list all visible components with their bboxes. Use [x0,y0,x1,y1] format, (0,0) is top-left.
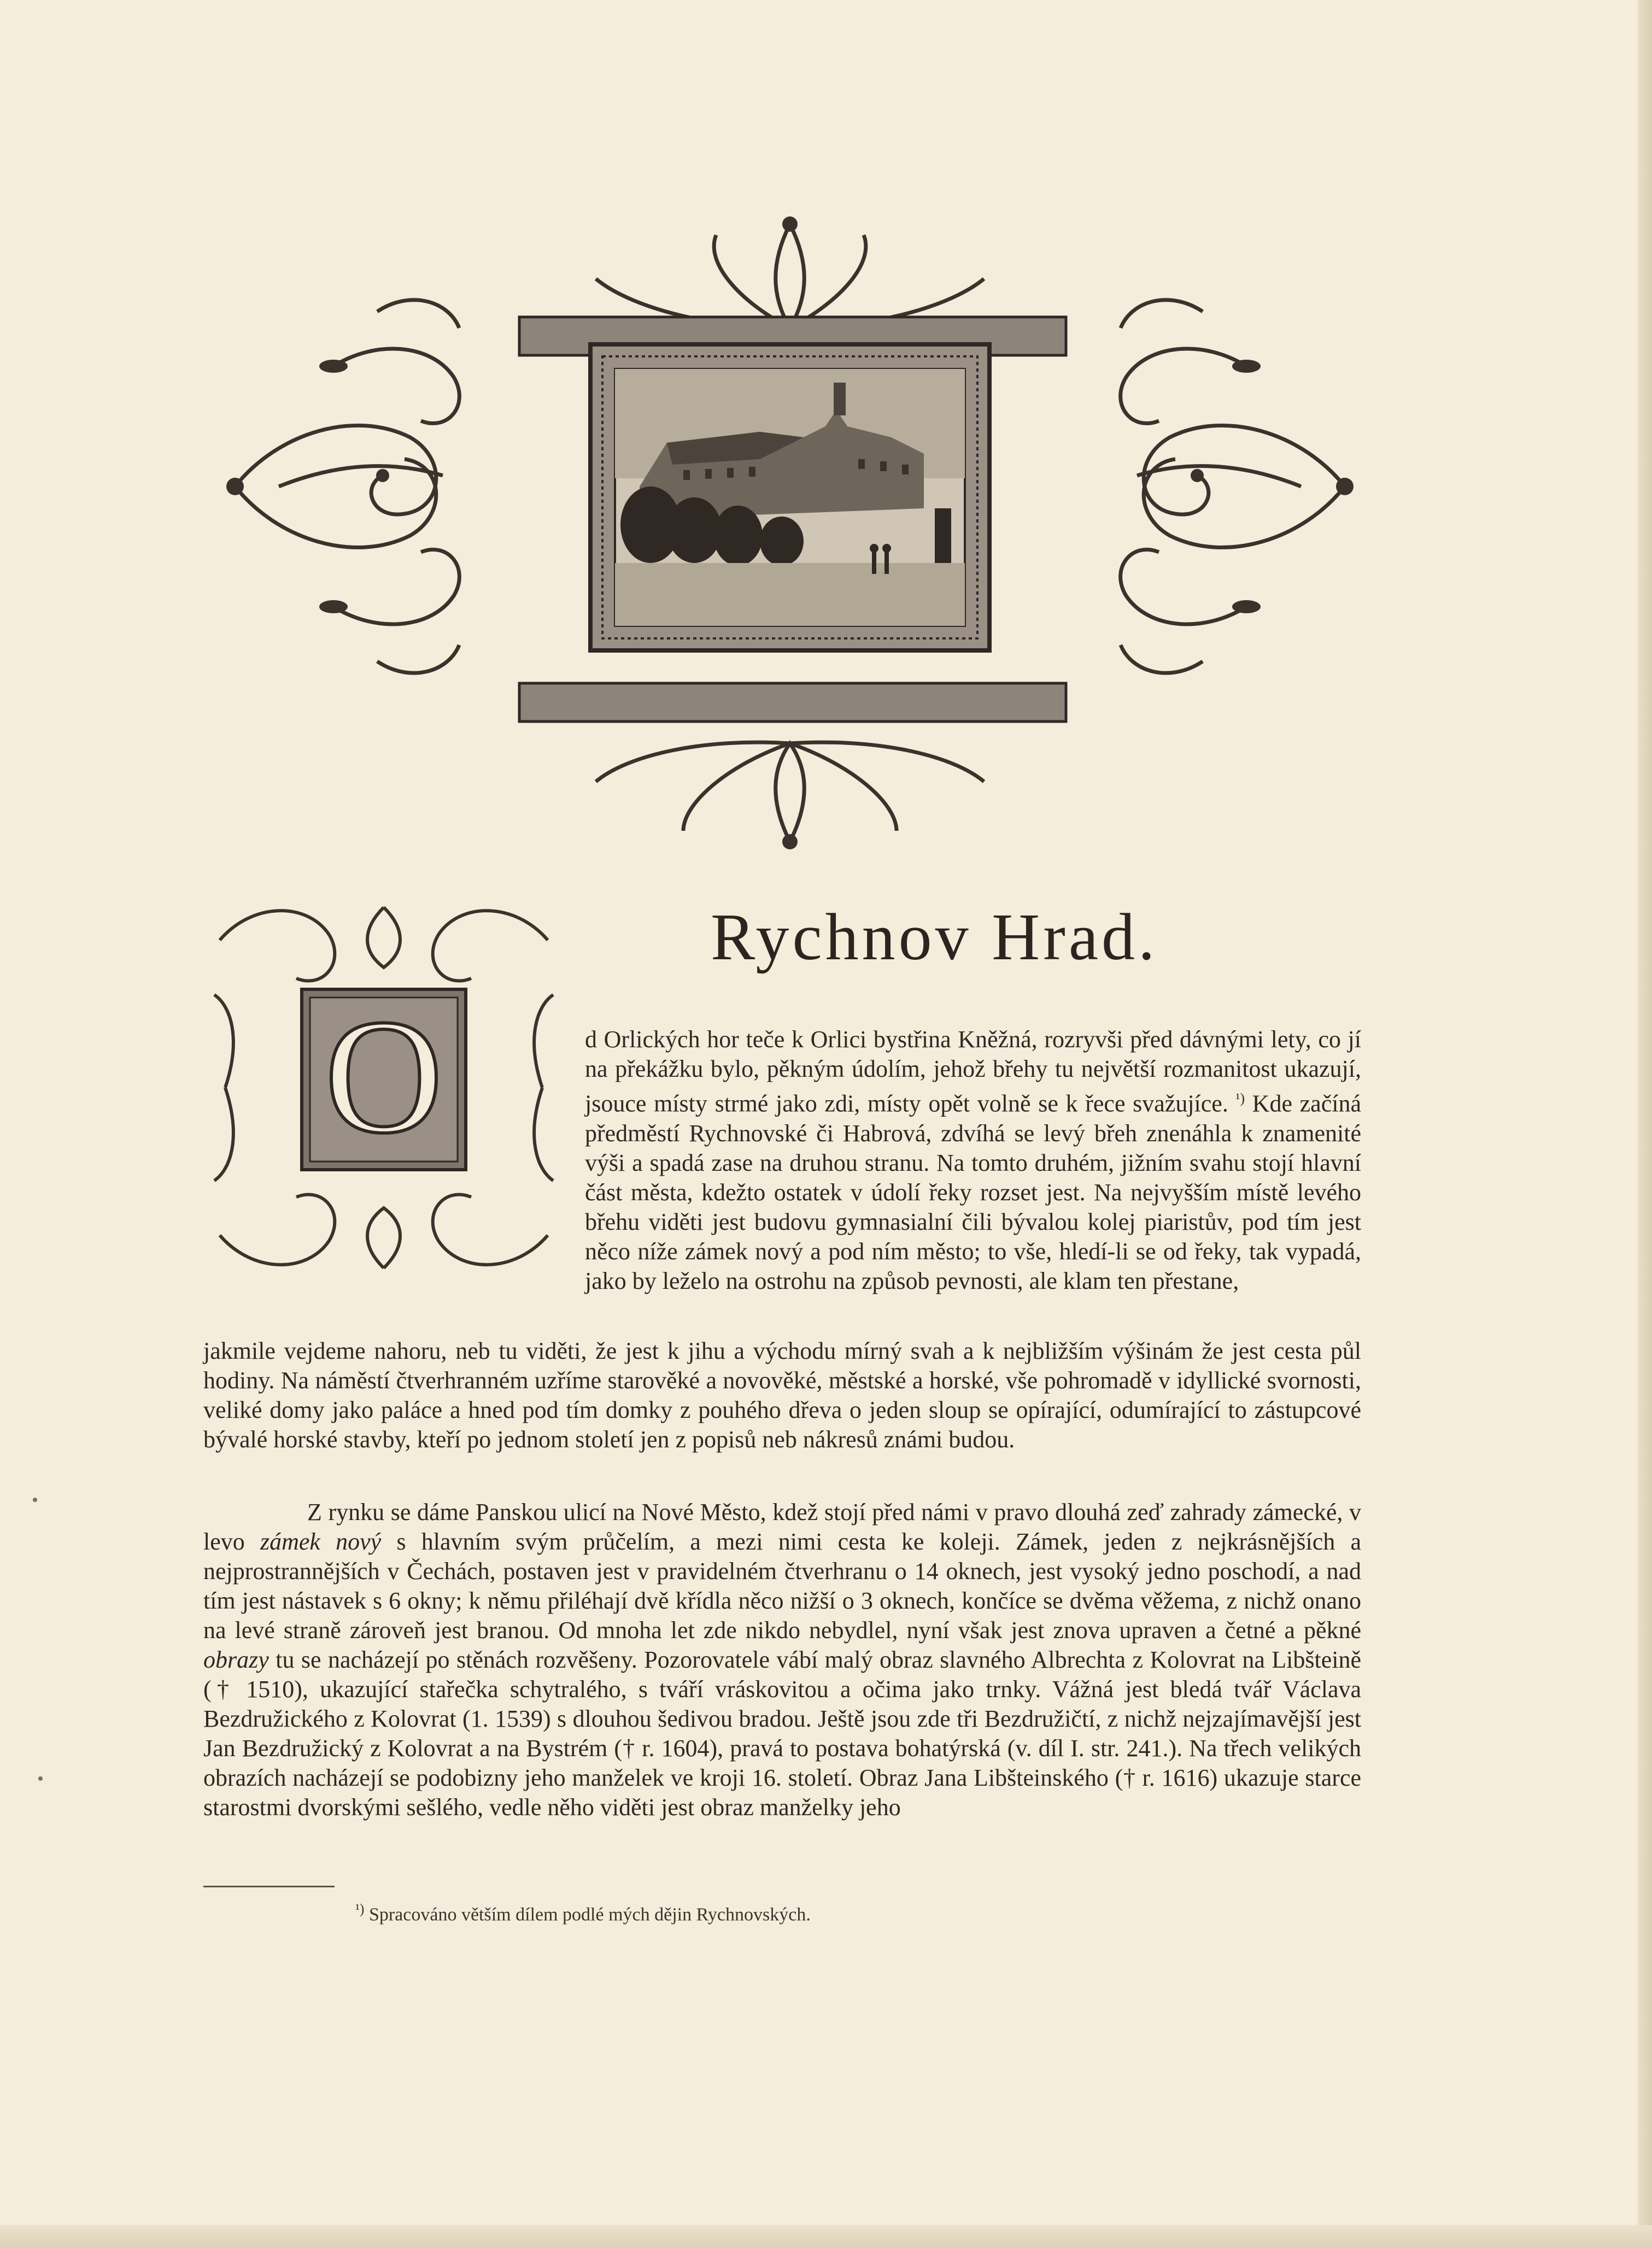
paragraph-1-text: d Orlických hor teče k Orlici bystřina Kněžná, rozryvši před dávnými lety, co jí na překážku bylo, pěkným údolím, jehož břehy tu největší rozmanitost ukazují, jsouce místy strmé jako zdi, místy opět volně se k řece svažujíce. [585,1026,1361,1117]
paper-speck [33,1498,37,1502]
paragraph-2-text-c: tu se nacházejí po stěnách rozvěšeny. Pozorovatele vábí malý obraz slavného Albrechta z Kolovrat na Libšteině († 1510), ukazující stařečka schytralého, s tváří vráskovitou a očima jako trnky. Vážná jest bledá tvář Václava Bezdružického z Kolovrat (1. 1539) s dlouhou šedivou bradou. Ještě jsou zde tři Bezdružičtí, z nichž nejzajímavější jest Jan Bezdružický z Kolovrat a na Bystrém († r. 1604), pravá to postava bohatýrská (v. díl I. str. 241.). Na třech velikých obrazích nacházejí se podobizny jeho manželek ve kroji 16. století. Obraz Jana Libšteinského († r. 1616) ukazuje starce starostmi dvorskými sešlého, vedle něho viděti jest obraz manželky jeho [203,1646,1362,1821]
footnote-divider [203,1886,335,1887]
paragraph-2-emphasis-1: zámek nový [260,1528,382,1555]
page-edge [1638,0,1652,2247]
paragraph-2-text-a: Z rynku se dáme Panskou ulicí na Nové Město, kdež stojí před námi v pravo dlouhá zeď zahrady zámecké, v levo [203,1499,1361,1555]
castle-engraving [615,369,965,626]
page-edge-bottom [0,2225,1652,2247]
footnote-text: Spracováno větším dílem podlé mých dějin Rychnovských. [368,1904,811,1925]
page-title: Rychnov Hrad. [711,900,1158,974]
footnote-marker: ¹) [1235,1090,1245,1106]
initial-letter: O [324,985,443,1167]
paragraph-2-emphasis-2: obrazy [203,1646,269,1673]
paragraph-2-text-b: s hlavním svým průčelím, a mezi nimi cesta ke koleji. Zámek, jeden z nejkrásnějších a nejprostrannějších v Čechách, postaven jest v pravidelném čtverhranu o 14 oknech, jest vysoký jedno poschodí, a nad tím jest nástavek s 6 okny; k němu přiléhají dvě křídla něco nižší o 3 oknech, končíce se dvěma věžema, z nichž onano na levé straně zároveň jest branou. Od mnoha let zde nikdo nebydlel, nyní však jest znova upraven a četné a pěkné [203,1528,1362,1644]
paragraph-2 [203,1498,1361,1822]
footnote-number: ¹) [355,1901,365,1917]
footnote [355,1901,1121,1925]
paper-speck [38,1776,43,1781]
castle-vignette-illustration [213,202,1367,864]
paragraph-1-tail: jakmile vejdeme nahoru, neb tu viděti, že jest k jihu a východu mírný svah a k nejbližším výšinám že jest cesta půl hodiny. Na náměstí čtverhranném uzříme starověké a novověké, městské a horské, vše pohromadě v idyllické svornosti, veliké domy jako paláce a hned pod tím domky z pouhého dřeva o jeden sloup se opírající, odumírající to zástupcové bývalé horské stavby, kteří po jednom století jen z popisů neb nákresů známi budou. [203,1337,1361,1453]
paragraph-1-continuation: Kde začíná předměstí Rychnovské či Habrová, zdvíhá se levý břeh znenáhla k znamenité výši a spadá zase na druhou stranu. Na tomto druhém, jižním svahu stojí hlavní část města, kdežto ostatek v údolí řeky rozset jest. Na nejvyšším místě levého břehu viděti jest budovu gymnasialní čili bývalou kolej piaristův, pod tím jest něco níže zámek nový a pod ním město; to vše, hledí-li se od řeky, tak vypadá, jako by leželo na ostrohu na způsob pevnosti, ale klam ten přestane, [585,1090,1361,1294]
paragraph-1-lead [585,1025,1361,1296]
decorated-initial [209,896,559,1279]
